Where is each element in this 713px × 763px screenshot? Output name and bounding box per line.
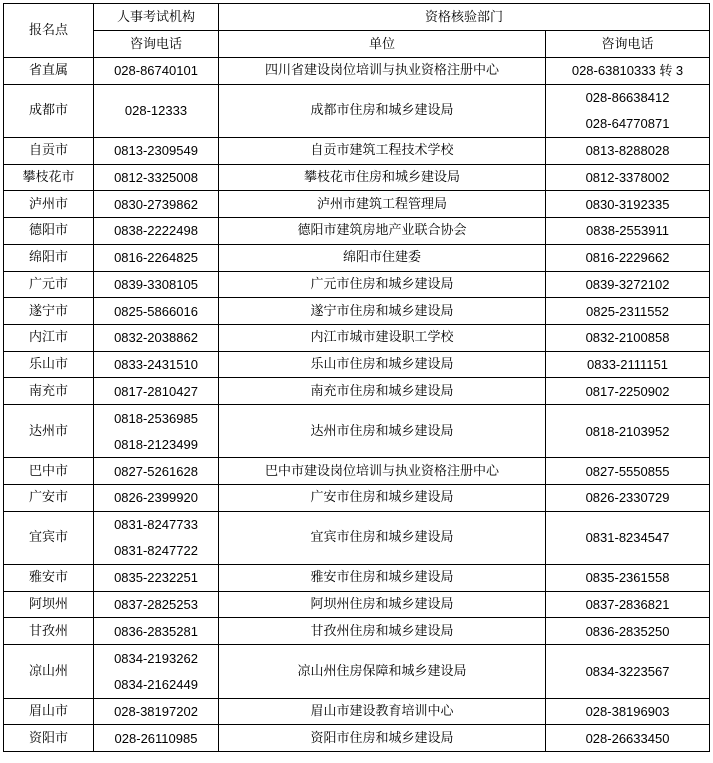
phone-number: 028-86638412 xyxy=(585,90,670,106)
hr-phone-cell xyxy=(94,591,219,618)
site-cell: 雅安市 xyxy=(4,565,94,592)
table-row xyxy=(4,404,710,457)
unit-cell: 巴中市建设岗位培训与执业资格注册中心 xyxy=(219,458,546,485)
table-row xyxy=(4,191,710,218)
phone-number: 0826-2399920 xyxy=(114,490,198,506)
phone-number: 0834-3223567 xyxy=(585,663,670,679)
hr-phone-cell xyxy=(94,164,219,191)
site-cell: 宜宾市 xyxy=(4,511,94,564)
review-phone-cell xyxy=(546,191,710,218)
phone-number: 0839-3308105 xyxy=(114,276,198,292)
review-phone-cell xyxy=(546,351,710,378)
hr-phone-cell xyxy=(94,191,219,218)
site-cell: 巴中市 xyxy=(4,458,94,485)
phone-number: 0832-2038862 xyxy=(114,330,198,346)
unit-cell: 资阳市住房和城乡建设局 xyxy=(219,725,546,752)
phone-number: 0838-2553911 xyxy=(586,223,669,239)
phone-number: 0827-5550855 xyxy=(585,463,670,479)
table-row xyxy=(4,645,710,698)
review-phone-cell xyxy=(546,698,710,725)
phone-number: 0817-2810427 xyxy=(114,383,198,399)
site-cell: 泸州市 xyxy=(4,191,94,218)
table-row xyxy=(4,324,710,351)
hr-phone-cell xyxy=(94,138,219,165)
hr-phone-cell xyxy=(94,485,219,512)
unit-cell: 绵阳市住建委 xyxy=(219,244,546,271)
review-phone-cell xyxy=(546,271,710,298)
site-cell: 甘孜州 xyxy=(4,618,94,645)
unit-cell: 阿坝州住房和城乡建设局 xyxy=(219,591,546,618)
review-phone-cell xyxy=(546,591,710,618)
unit-cell: 泸州市建筑工程管理局 xyxy=(219,191,546,218)
review-phone-cell xyxy=(546,164,710,191)
site-cell: 攀枝花市 xyxy=(4,164,94,191)
review-phone-cell xyxy=(546,218,710,245)
table-row xyxy=(4,378,710,405)
site-cell: 德阳市 xyxy=(4,218,94,245)
unit-cell: 攀枝花市住房和城乡建设局 xyxy=(219,164,546,191)
review-phone-cell xyxy=(546,138,710,165)
phone-number: 028-12333 xyxy=(124,103,188,119)
hr-phone-cell xyxy=(94,645,219,698)
hr-phone-cell xyxy=(94,511,219,564)
phone-number: 028-26110985 xyxy=(114,730,198,746)
header-unit: 单位 xyxy=(219,31,546,58)
table-row xyxy=(4,298,710,325)
unit-cell: 宜宾市住房和城乡建设局 xyxy=(219,511,546,564)
header-review-dept: 资格核验部门 xyxy=(219,4,710,31)
site-cell: 资阳市 xyxy=(4,725,94,752)
phone-number: 0834-2193262 xyxy=(114,650,198,666)
review-phone-cell xyxy=(546,725,710,752)
table-row xyxy=(4,351,710,378)
hr-phone-cell xyxy=(94,618,219,645)
phone-number: 0816-2264825 xyxy=(114,250,198,266)
table-row xyxy=(4,725,710,752)
phone-number: 0825-5866016 xyxy=(114,303,198,319)
phone-number: 028-63810333 转 3 xyxy=(571,63,684,79)
phone-number: 0835-2361558 xyxy=(585,570,670,586)
hr-phone-cell xyxy=(94,218,219,245)
phone-number: 0818-2103952 xyxy=(585,423,670,439)
phone-number: 0836-2835250 xyxy=(585,623,670,639)
unit-cell: 遂宁市住房和城乡建设局 xyxy=(219,298,546,325)
review-phone-cell xyxy=(546,618,710,645)
table-row xyxy=(4,485,710,512)
unit-cell: 成都市住房和城乡建设局 xyxy=(219,84,546,137)
phone-number: 0830-3192335 xyxy=(585,196,670,212)
phone-number: 0839-3272102 xyxy=(585,276,670,292)
phone-number: 0835-2232251 xyxy=(114,570,198,586)
phone-number: 0827-5261628 xyxy=(114,463,198,479)
phone-number: 0830-2739862 xyxy=(114,196,198,212)
phone-number: 0818-2123499 xyxy=(114,436,198,452)
unit-cell: 南充市住房和城乡建设局 xyxy=(219,378,546,405)
table-row xyxy=(4,698,710,725)
table-row xyxy=(4,58,710,85)
hr-phone-cell xyxy=(94,725,219,752)
table-row xyxy=(4,164,710,191)
phone-number: 0831-8234547 xyxy=(585,530,670,546)
unit-cell: 内江市城市建设职工学校 xyxy=(219,324,546,351)
hr-phone-cell xyxy=(94,84,219,137)
hr-phone-cell xyxy=(94,565,219,592)
site-cell: 阿坝州 xyxy=(4,591,94,618)
review-phone-cell xyxy=(546,458,710,485)
table-row xyxy=(4,618,710,645)
site-cell: 凉山州 xyxy=(4,645,94,698)
table-row xyxy=(4,511,710,564)
site-cell: 乐山市 xyxy=(4,351,94,378)
hr-phone-cell xyxy=(94,698,219,725)
site-cell: 广元市 xyxy=(4,271,94,298)
phone-number: 028-64770871 xyxy=(585,116,670,132)
site-cell: 广安市 xyxy=(4,485,94,512)
phone-number: 0833-2431510 xyxy=(114,356,198,372)
unit-cell: 广安市住房和城乡建设局 xyxy=(219,485,546,512)
phone-number: 0813-2309549 xyxy=(114,143,198,159)
unit-cell: 眉山市建设教育培训中心 xyxy=(219,698,546,725)
hr-phone-cell xyxy=(94,271,219,298)
phone-number: 0833-2111151 xyxy=(587,356,668,372)
phone-number: 0817-2250902 xyxy=(585,383,670,399)
hr-phone-cell xyxy=(94,404,219,457)
table-body xyxy=(4,4,710,752)
unit-cell: 德阳市建筑房地产业联合协会 xyxy=(219,218,546,245)
table-row xyxy=(4,84,710,137)
review-phone-cell xyxy=(546,84,710,137)
phone-number: 0813-8288028 xyxy=(585,143,670,159)
phone-number: 0838-2222498 xyxy=(114,223,198,239)
header-site: 报名点 xyxy=(4,4,94,58)
unit-cell: 四川省建设岗位培训与执业资格注册中心 xyxy=(219,58,546,85)
phone-number: 0818-2536985 xyxy=(114,410,198,426)
unit-cell: 凉山州住房保障和城乡建设局 xyxy=(219,645,546,698)
table-row xyxy=(4,244,710,271)
unit-cell: 自贡市建筑工程技术学校 xyxy=(219,138,546,165)
unit-cell: 雅安市住房和城乡建设局 xyxy=(219,565,546,592)
hr-phone-cell xyxy=(94,458,219,485)
review-phone-cell xyxy=(546,58,710,85)
unit-cell: 广元市住房和城乡建设局 xyxy=(219,271,546,298)
phone-number: 0834-2162449 xyxy=(114,676,198,692)
header-review-phone: 咨询电话 xyxy=(546,31,710,58)
phone-number: 028-38196903 xyxy=(585,703,670,719)
phone-number: 0836-2835281 xyxy=(114,623,198,639)
site-cell: 遂宁市 xyxy=(4,298,94,325)
review-phone-cell xyxy=(546,378,710,405)
phone-number: 0825-2311552 xyxy=(586,303,669,319)
phone-number: 028-86740101 xyxy=(114,63,198,79)
table-row xyxy=(4,271,710,298)
review-phone-cell xyxy=(546,404,710,457)
site-cell: 成都市 xyxy=(4,84,94,137)
table-row xyxy=(4,591,710,618)
phone-number: 0832-2100858 xyxy=(585,330,670,346)
table-row xyxy=(4,565,710,592)
header-row-1 xyxy=(4,4,710,31)
phone-number: 0837-2836821 xyxy=(585,597,670,613)
review-phone-cell xyxy=(546,511,710,564)
site-cell: 南充市 xyxy=(4,378,94,405)
site-cell: 自贡市 xyxy=(4,138,94,165)
review-phone-cell xyxy=(546,485,710,512)
phone-number: 0812-3378002 xyxy=(585,170,670,186)
review-phone-cell xyxy=(546,324,710,351)
hr-phone-cell xyxy=(94,324,219,351)
review-phone-cell xyxy=(546,565,710,592)
site-cell: 绵阳市 xyxy=(4,244,94,271)
phone-number: 028-26633450 xyxy=(585,730,670,746)
table-row xyxy=(4,458,710,485)
unit-cell: 乐山市住房和城乡建设局 xyxy=(219,351,546,378)
hr-phone-cell xyxy=(94,58,219,85)
phone-number: 0831-8247733 xyxy=(114,517,198,533)
phone-number: 0816-2229662 xyxy=(585,250,670,266)
unit-cell: 达州市住房和城乡建设局 xyxy=(219,404,546,457)
review-phone-cell xyxy=(546,298,710,325)
hr-phone-cell xyxy=(94,351,219,378)
hr-phone-cell xyxy=(94,298,219,325)
header-hr-phone: 咨询电话 xyxy=(94,31,219,58)
phone-number: 028-38197202 xyxy=(114,703,198,719)
site-cell: 达州市 xyxy=(4,404,94,457)
contact-table xyxy=(3,3,710,752)
table-row xyxy=(4,138,710,165)
table-row xyxy=(4,218,710,245)
site-cell: 省直属 xyxy=(4,58,94,85)
phone-number: 0812-3325008 xyxy=(114,170,198,186)
site-cell: 眉山市 xyxy=(4,698,94,725)
review-phone-cell xyxy=(546,645,710,698)
phone-number: 0831-8247722 xyxy=(114,543,198,559)
site-cell: 内江市 xyxy=(4,324,94,351)
header-row-2 xyxy=(4,31,710,58)
review-phone-cell xyxy=(546,244,710,271)
phone-number: 0837-2825253 xyxy=(114,597,198,613)
phone-number: 0826-2330729 xyxy=(585,490,670,506)
hr-phone-cell xyxy=(94,378,219,405)
header-hr-org: 人事考试机构 xyxy=(94,4,219,31)
hr-phone-cell xyxy=(94,244,219,271)
unit-cell: 甘孜州住房和城乡建设局 xyxy=(219,618,546,645)
